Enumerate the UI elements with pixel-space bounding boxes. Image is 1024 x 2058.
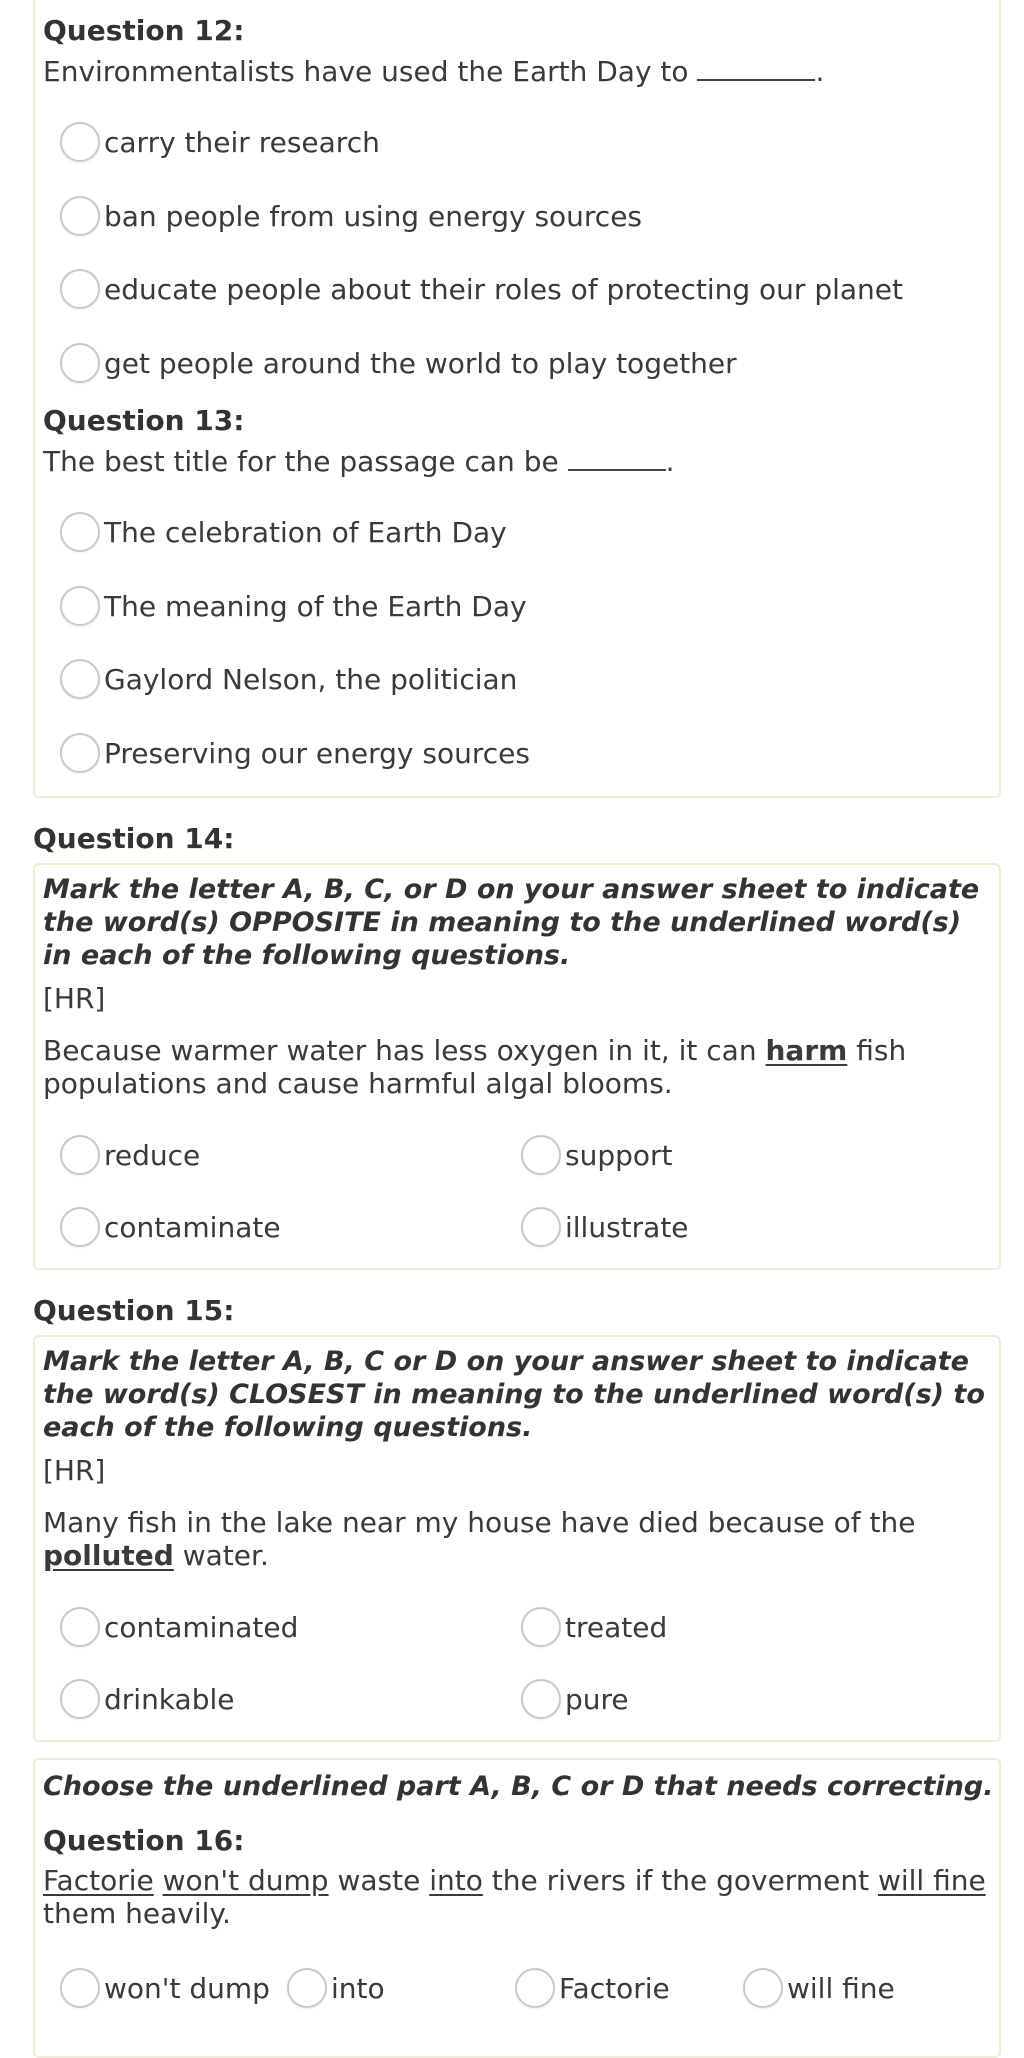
q16-option-d[interactable] [743,1966,895,2010]
underlined-part: will fine [877,1864,986,1897]
question-15-instruction: Mark the letter A, B, C or D on your answer sheet to indicate the word(s) CLOSEST in meaning to the underlined word(s) to each of the following questions. [43,1346,985,1443]
radio-button[interactable] [60,196,100,236]
radio-button[interactable] [60,122,100,162]
option-label: will fine [787,1971,895,2005]
option-label: into [331,1971,385,2005]
q12-option-d[interactable] [60,341,737,385]
question-14-title: Question 14: [33,822,235,855]
option-label: contaminate [104,1210,281,1244]
question-15-title: Question 15: [33,1294,235,1327]
radio-button[interactable] [60,1207,100,1247]
option-label: support [565,1138,673,1172]
sentence-text: Many fish in the lake near my house have died because of the [43,1506,916,1539]
radio-button[interactable] [60,586,100,626]
sentence-text: them heavily. [43,1897,231,1930]
q14-option-c[interactable] [60,1205,281,1249]
option-label: The celebration of Earth Day [104,515,507,549]
question-16-sentence [43,1864,998,1930]
q15-option-b[interactable] [521,1605,667,1649]
answer-blank [697,69,815,81]
radio-button[interactable] [521,1207,561,1247]
question-14-tag: [HR] [43,982,106,1015]
option-label: Preserving our energy sources [104,736,530,770]
option-label: contaminated [104,1610,299,1644]
q16-option-c[interactable] [515,1966,670,2010]
q15-option-a[interactable] [60,1605,298,1649]
q12-option-c[interactable] [60,267,903,311]
option-label: Gaylord Nelson, the politician [104,662,518,696]
option-label: ban people from using energy sources [104,199,643,233]
radio-button[interactable] [60,343,100,383]
q14-option-d[interactable] [521,1205,689,1249]
question-12-stem-end: . [815,55,825,88]
question-15-tag: [HR] [43,1454,106,1487]
radio-button[interactable] [60,1679,100,1719]
option-label: treated [565,1610,668,1644]
q14-option-b[interactable] [521,1133,673,1177]
sentence-text: water. [182,1539,269,1572]
q15-option-c[interactable] [60,1677,234,1721]
q14-option-a[interactable] [60,1133,200,1177]
radio-button[interactable] [60,512,100,552]
sentence-text: Because warmer water has less oxygen in it, it can [43,1034,757,1067]
question-12-stem-text: Environmentalists have used the Earth Day to [43,55,689,88]
question-13-stem [43,445,675,478]
underlined-word: harm [765,1034,848,1067]
option-label: won't dump [104,1971,270,2005]
option-label: drinkable [104,1682,235,1716]
option-label: illustrate [565,1210,689,1244]
question-15-sentence [43,1506,998,1572]
question-13-stem-text: The best title for the passage can be [43,445,559,478]
q16-option-a[interactable] [60,1966,270,2010]
q12-option-a[interactable] [60,120,380,164]
option-label: The meaning of the Earth Day [104,589,527,623]
radio-button[interactable] [287,1968,327,2008]
radio-button[interactable] [521,1607,561,1647]
q12-option-b[interactable] [60,194,642,238]
question-14-instruction: Mark the letter A, B, C, or D on your answer sheet to indicate the word(s) OPPOSITE in meaning to the underlined word(s) in each of the following questions. [43,874,980,971]
sentence-text: the rivers if the goverment [491,1864,870,1897]
q16-option-b[interactable] [287,1966,385,2010]
underlined-part: Factorie [43,1864,154,1897]
option-label: educate people about their roles of protecting our planet [104,272,903,306]
q13-option-c[interactable] [60,657,517,701]
question-13-title: Question 13: [43,404,245,437]
question-16-instruction: Choose the underlined part A, B, C or D that needs correcting. [43,1771,994,1802]
radio-button[interactable] [515,1968,555,2008]
radio-button[interactable] [60,1968,100,2008]
question-13-stem-end: . [665,445,675,478]
underlined-part: into [429,1864,483,1897]
option-label: get people around the world to play together [104,346,737,380]
radio-button[interactable] [521,1679,561,1719]
sentence-text: fish populations and cause harmful algal blooms. [43,1034,907,1100]
underlined-word: polluted [43,1539,174,1572]
question-16-title: Question 16: [43,1824,245,1857]
q15-option-d[interactable] [521,1677,629,1721]
sentence-text: waste [337,1864,421,1897]
option-label: reduce [104,1138,201,1172]
answer-blank [568,459,666,471]
question-12-title: Question 12: [43,14,245,47]
radio-button[interactable] [60,269,100,309]
radio-button[interactable] [521,1135,561,1175]
radio-button[interactable] [60,659,100,699]
q13-option-d[interactable] [60,731,530,775]
q13-option-b[interactable] [60,584,527,628]
option-label: carry their research [104,125,380,159]
question-14-sentence [43,1034,998,1100]
option-label: Factorie [559,1971,670,2005]
underlined-part: won't dump [162,1864,329,1897]
radio-button[interactable] [60,1135,100,1175]
question-12-stem [43,55,824,88]
radio-button[interactable] [60,1607,100,1647]
radio-button[interactable] [60,733,100,773]
q13-option-a[interactable] [60,510,507,554]
radio-button[interactable] [743,1968,783,2008]
option-label: pure [565,1682,629,1716]
